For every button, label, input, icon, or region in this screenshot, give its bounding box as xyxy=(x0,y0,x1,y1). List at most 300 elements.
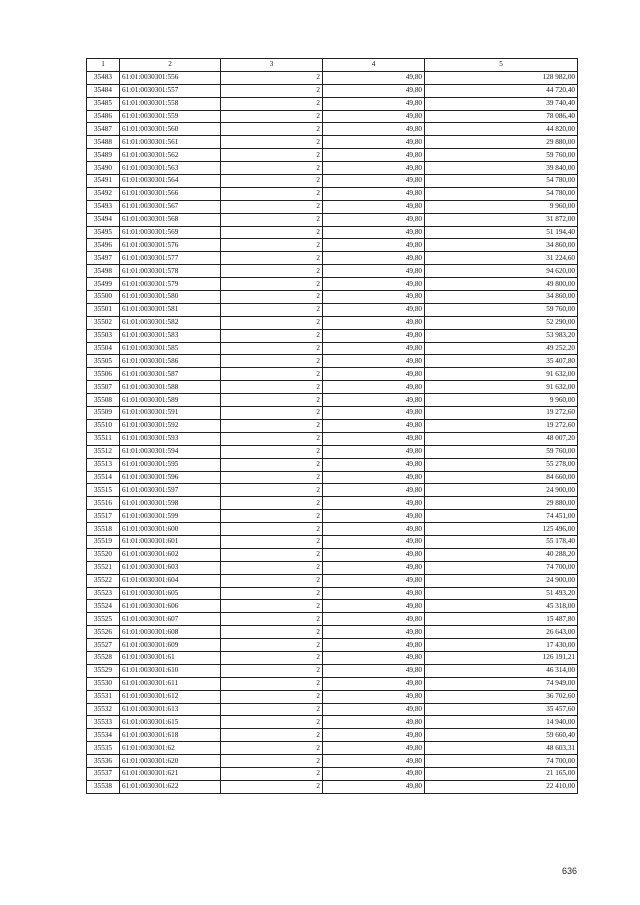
table-row xyxy=(87,303,578,316)
category-cell: 2 xyxy=(221,123,323,136)
rate-cell: 49,80 xyxy=(323,561,425,574)
value-cell: 14 940,00 xyxy=(425,716,578,729)
category-cell: 2 xyxy=(221,587,323,600)
row-number-cell: 35529 xyxy=(87,664,120,677)
category-cell: 2 xyxy=(221,639,323,652)
category-cell: 2 xyxy=(221,394,323,407)
value-cell: 31 872,00 xyxy=(425,213,578,226)
row-number-cell: 35521 xyxy=(87,561,120,574)
table-row xyxy=(87,432,578,445)
row-number-cell: 35512 xyxy=(87,445,120,458)
rate-cell: 49,80 xyxy=(323,664,425,677)
category-cell: 2 xyxy=(221,767,323,780)
row-number-cell: 35523 xyxy=(87,587,120,600)
row-number-cell: 35530 xyxy=(87,677,120,690)
category-cell: 2 xyxy=(221,291,323,304)
value-cell: 29 880,00 xyxy=(425,136,578,149)
cadastral-number-cell: 61:01:0030301:618 xyxy=(120,729,221,742)
table-row xyxy=(87,291,578,304)
row-number-cell: 35489 xyxy=(87,149,120,162)
category-cell: 2 xyxy=(221,510,323,523)
rate-cell: 49,80 xyxy=(323,548,425,561)
value-cell: 24 900,00 xyxy=(425,484,578,497)
table-row xyxy=(87,626,578,639)
cadastral-number-cell: 61:01:0030301:578 xyxy=(120,265,221,278)
rate-cell: 49,80 xyxy=(323,445,425,458)
table-row xyxy=(87,523,578,536)
cadastral-number-cell: 61:01:0030301:615 xyxy=(120,716,221,729)
rate-cell: 49,80 xyxy=(323,381,425,394)
rate-cell: 49,80 xyxy=(323,780,425,793)
column-header-1: 1 xyxy=(87,59,120,72)
value-cell: 36 702,60 xyxy=(425,690,578,703)
row-number-cell: 35484 xyxy=(87,84,120,97)
rate-cell: 49,80 xyxy=(323,252,425,265)
category-cell: 2 xyxy=(221,548,323,561)
table-row xyxy=(87,149,578,162)
value-cell: 74 700,00 xyxy=(425,755,578,768)
cadastral-number-cell: 61:01:0030301:609 xyxy=(120,639,221,652)
table-row xyxy=(87,419,578,432)
category-cell: 2 xyxy=(221,703,323,716)
table-row xyxy=(87,716,578,729)
cadastral-number-cell: 61:01:0030301:608 xyxy=(120,626,221,639)
cadastral-number-cell: 61:01:0030301:564 xyxy=(120,175,221,188)
rate-cell: 49,80 xyxy=(323,71,425,84)
category-cell: 2 xyxy=(221,419,323,432)
row-number-cell: 35534 xyxy=(87,729,120,742)
category-cell: 2 xyxy=(221,303,323,316)
row-number-cell: 35508 xyxy=(87,394,120,407)
rate-cell: 49,80 xyxy=(323,613,425,626)
page-number: 636 xyxy=(562,866,578,876)
category-cell: 2 xyxy=(221,84,323,97)
table-row xyxy=(87,548,578,561)
category-cell: 2 xyxy=(221,213,323,226)
value-cell: 54 780,00 xyxy=(425,175,578,188)
rate-cell: 49,80 xyxy=(323,187,425,200)
cadastral-number-cell: 61:01:0030301:583 xyxy=(120,329,221,342)
cadastral-number-cell: 61:01:0030301:601 xyxy=(120,535,221,548)
table-row xyxy=(87,355,578,368)
table-row xyxy=(87,394,578,407)
row-number-cell: 35488 xyxy=(87,136,120,149)
value-cell: 19 272,60 xyxy=(425,407,578,420)
table-row xyxy=(87,342,578,355)
table-header-row xyxy=(87,59,578,72)
row-number-cell: 35531 xyxy=(87,690,120,703)
rate-cell: 49,80 xyxy=(323,329,425,342)
value-cell: 59 760,00 xyxy=(425,149,578,162)
category-cell: 2 xyxy=(221,561,323,574)
cadastral-number-cell: 61:01:0030301:594 xyxy=(120,445,221,458)
rate-cell: 49,80 xyxy=(323,265,425,278)
cadastral-number-cell: 61:01:0030301:620 xyxy=(120,755,221,768)
row-number-cell: 35516 xyxy=(87,497,120,510)
row-number-cell: 35507 xyxy=(87,381,120,394)
row-number-cell: 35505 xyxy=(87,355,120,368)
value-cell: 54 780,00 xyxy=(425,187,578,200)
table-row xyxy=(87,445,578,458)
category-cell: 2 xyxy=(221,149,323,162)
category-cell: 2 xyxy=(221,484,323,497)
rate-cell: 49,80 xyxy=(323,200,425,213)
value-cell: 35 407,80 xyxy=(425,355,578,368)
rate-cell: 49,80 xyxy=(323,239,425,252)
table-row xyxy=(87,587,578,600)
cadastral-number-cell: 61:01:0030301:621 xyxy=(120,767,221,780)
table-row xyxy=(87,471,578,484)
value-cell: 59 760,00 xyxy=(425,303,578,316)
row-number-cell: 35486 xyxy=(87,110,120,123)
rate-cell: 49,80 xyxy=(323,716,425,729)
rate-cell: 49,80 xyxy=(323,742,425,755)
category-cell: 2 xyxy=(221,458,323,471)
category-cell: 2 xyxy=(221,136,323,149)
cadastral-number-cell: 61:01:0030301:560 xyxy=(120,123,221,136)
rate-cell: 49,80 xyxy=(323,755,425,768)
category-cell: 2 xyxy=(221,252,323,265)
value-cell: 55 278,00 xyxy=(425,458,578,471)
rate-cell: 49,80 xyxy=(323,84,425,97)
category-cell: 2 xyxy=(221,316,323,329)
rate-cell: 49,80 xyxy=(323,419,425,432)
rate-cell: 49,80 xyxy=(323,677,425,690)
value-cell: 74 451,00 xyxy=(425,510,578,523)
cadastral-number-cell: 61:01:0030301:580 xyxy=(120,291,221,304)
category-cell: 2 xyxy=(221,716,323,729)
row-number-cell: 35538 xyxy=(87,780,120,793)
cadastral-number-cell: 61:01:0030301:610 xyxy=(120,664,221,677)
table-row xyxy=(87,316,578,329)
column-header-2: 2 xyxy=(120,59,221,72)
row-number-cell: 35501 xyxy=(87,303,120,316)
value-cell: 91 632,00 xyxy=(425,368,578,381)
value-cell: 55 178,40 xyxy=(425,535,578,548)
value-cell: 45 318,00 xyxy=(425,600,578,613)
table-row xyxy=(87,703,578,716)
cadastral-number-cell: 61:01:0030301:606 xyxy=(120,600,221,613)
category-cell: 2 xyxy=(221,265,323,278)
row-number-cell: 35494 xyxy=(87,213,120,226)
row-number-cell: 35524 xyxy=(87,600,120,613)
table-row xyxy=(87,200,578,213)
column-header-5: 5 xyxy=(425,59,578,72)
row-number-cell: 35500 xyxy=(87,291,120,304)
category-cell: 2 xyxy=(221,110,323,123)
value-cell: 49 800,00 xyxy=(425,278,578,291)
rate-cell: 49,80 xyxy=(323,342,425,355)
category-cell: 2 xyxy=(221,175,323,188)
table-row xyxy=(87,677,578,690)
cadastral-number-cell: 61:01:0030301:600 xyxy=(120,523,221,536)
value-cell: 46 314,00 xyxy=(425,664,578,677)
cadastral-number-cell: 61:01:0030301:603 xyxy=(120,561,221,574)
column-header-3: 3 xyxy=(221,59,323,72)
category-cell: 2 xyxy=(221,729,323,742)
value-cell: 44 820,00 xyxy=(425,123,578,136)
cadastral-number-cell: 61:01:0030301:562 xyxy=(120,149,221,162)
category-cell: 2 xyxy=(221,407,323,420)
cadastral-number-cell: 61:01:0030301:569 xyxy=(120,226,221,239)
row-number-cell: 35514 xyxy=(87,471,120,484)
value-cell: 53 983,20 xyxy=(425,329,578,342)
category-cell: 2 xyxy=(221,471,323,484)
rate-cell: 49,80 xyxy=(323,767,425,780)
rate-cell: 49,80 xyxy=(323,458,425,471)
cadastral-number-cell: 61:01:0030301:579 xyxy=(120,278,221,291)
cadastral-number-cell: 61:01:0030301:613 xyxy=(120,703,221,716)
value-cell: 29 880,00 xyxy=(425,497,578,510)
row-number-cell: 35518 xyxy=(87,523,120,536)
cadastral-number-cell: 61:01:0030301:566 xyxy=(120,187,221,200)
row-number-cell: 35536 xyxy=(87,755,120,768)
category-cell: 2 xyxy=(221,742,323,755)
rate-cell: 49,80 xyxy=(323,110,425,123)
category-cell: 2 xyxy=(221,432,323,445)
row-number-cell: 35499 xyxy=(87,278,120,291)
category-cell: 2 xyxy=(221,226,323,239)
table-row xyxy=(87,742,578,755)
cadastral-number-cell: 61:01:0030301:597 xyxy=(120,484,221,497)
cadastral-number-cell: 61:01:0030301:607 xyxy=(120,613,221,626)
cadastral-number-cell: 61:01:0030301:557 xyxy=(120,84,221,97)
cadastral-number-cell: 61:01:0030301:595 xyxy=(120,458,221,471)
value-cell: 22 410,00 xyxy=(425,780,578,793)
row-number-cell: 35513 xyxy=(87,458,120,471)
value-cell: 51 194,40 xyxy=(425,226,578,239)
cadastral-number-cell: 61:01:0030301:576 xyxy=(120,239,221,252)
rate-cell: 49,80 xyxy=(323,149,425,162)
value-cell: 59 760,00 xyxy=(425,445,578,458)
value-cell: 74 949,00 xyxy=(425,677,578,690)
table-row xyxy=(87,561,578,574)
value-cell: 128 982,00 xyxy=(425,71,578,84)
row-number-cell: 35511 xyxy=(87,432,120,445)
cadastral-number-cell: 61:01:0030301:604 xyxy=(120,574,221,587)
value-cell: 15 487,80 xyxy=(425,613,578,626)
value-cell: 9 960,00 xyxy=(425,200,578,213)
row-number-cell: 35509 xyxy=(87,407,120,420)
category-cell: 2 xyxy=(221,162,323,175)
rate-cell: 49,80 xyxy=(323,291,425,304)
value-cell: 84 660,00 xyxy=(425,471,578,484)
category-cell: 2 xyxy=(221,239,323,252)
table-row xyxy=(87,651,578,664)
category-cell: 2 xyxy=(221,690,323,703)
rate-cell: 49,80 xyxy=(323,97,425,110)
cadastral-number-cell: 61:01:0030301:585 xyxy=(120,342,221,355)
value-cell: 59 660,40 xyxy=(425,729,578,742)
rate-cell: 49,80 xyxy=(323,484,425,497)
row-number-cell: 35528 xyxy=(87,651,120,664)
cadastral-number-cell: 61:01:0030301:593 xyxy=(120,432,221,445)
cadastral-number-cell: 61:01:0030301:561 xyxy=(120,136,221,149)
category-cell: 2 xyxy=(221,329,323,342)
rate-cell: 49,80 xyxy=(323,587,425,600)
table-row xyxy=(87,252,578,265)
table-row xyxy=(87,613,578,626)
table-row xyxy=(87,780,578,793)
rate-cell: 49,80 xyxy=(323,651,425,664)
category-cell: 2 xyxy=(221,355,323,368)
value-cell: 31 224,60 xyxy=(425,252,578,265)
category-cell: 2 xyxy=(221,651,323,664)
table-row xyxy=(87,187,578,200)
rate-cell: 49,80 xyxy=(323,729,425,742)
table-row xyxy=(87,755,578,768)
row-number-cell: 35517 xyxy=(87,510,120,523)
table-row xyxy=(87,226,578,239)
category-cell: 2 xyxy=(221,97,323,110)
category-cell: 2 xyxy=(221,626,323,639)
rate-cell: 49,80 xyxy=(323,626,425,639)
rate-cell: 49,80 xyxy=(323,213,425,226)
category-cell: 2 xyxy=(221,445,323,458)
table-row xyxy=(87,767,578,780)
category-cell: 2 xyxy=(221,381,323,394)
rate-cell: 49,80 xyxy=(323,471,425,484)
value-cell: 49 252,20 xyxy=(425,342,578,355)
table-row xyxy=(87,639,578,652)
rate-cell: 49,80 xyxy=(323,497,425,510)
category-cell: 2 xyxy=(221,755,323,768)
category-cell: 2 xyxy=(221,677,323,690)
category-cell: 2 xyxy=(221,664,323,677)
value-cell: 48 007,20 xyxy=(425,432,578,445)
category-cell: 2 xyxy=(221,613,323,626)
value-cell: 51 493,20 xyxy=(425,587,578,600)
row-number-cell: 35487 xyxy=(87,123,120,136)
row-number-cell: 35522 xyxy=(87,574,120,587)
cadastral-number-cell: 61:01:0030301:589 xyxy=(120,394,221,407)
table-row xyxy=(87,574,578,587)
cadastral-number-cell: 61:01:0030301:581 xyxy=(120,303,221,316)
cadastral-number-cell: 61:01:0030301:598 xyxy=(120,497,221,510)
cadastral-number-cell: 61:01:0030301:588 xyxy=(120,381,221,394)
rate-cell: 49,80 xyxy=(323,355,425,368)
value-cell: 39 740,40 xyxy=(425,97,578,110)
category-cell: 2 xyxy=(221,71,323,84)
category-cell: 2 xyxy=(221,368,323,381)
cadastral-number-cell: 61:01:0030301:582 xyxy=(120,316,221,329)
cadastral-number-cell: 61:01:0030301:556 xyxy=(120,71,221,84)
value-cell: 34 860,00 xyxy=(425,239,578,252)
row-number-cell: 35519 xyxy=(87,535,120,548)
value-cell: 91 632,00 xyxy=(425,381,578,394)
cadastral-number-cell: 61:01:0030301:611 xyxy=(120,677,221,690)
table-row xyxy=(87,175,578,188)
row-number-cell: 35537 xyxy=(87,767,120,780)
row-number-cell: 35535 xyxy=(87,742,120,755)
category-cell: 2 xyxy=(221,780,323,793)
rate-cell: 49,80 xyxy=(323,136,425,149)
category-cell: 2 xyxy=(221,342,323,355)
table-row xyxy=(87,368,578,381)
table-row xyxy=(87,136,578,149)
table-row xyxy=(87,84,578,97)
cadastral-number-cell: 61:01:0030301:558 xyxy=(120,97,221,110)
category-cell: 2 xyxy=(221,535,323,548)
category-cell: 2 xyxy=(221,600,323,613)
value-cell: 52 290,00 xyxy=(425,316,578,329)
table-row xyxy=(87,664,578,677)
row-number-cell: 35493 xyxy=(87,200,120,213)
table-row xyxy=(87,239,578,252)
value-cell: 126 191,21 xyxy=(425,651,578,664)
rate-cell: 49,80 xyxy=(323,407,425,420)
value-cell: 26 643,00 xyxy=(425,626,578,639)
cadastral-number-cell: 61:01:0030301:605 xyxy=(120,587,221,600)
rate-cell: 49,80 xyxy=(323,368,425,381)
cadastral-number-cell: 61:01:0030301:612 xyxy=(120,690,221,703)
rate-cell: 49,80 xyxy=(323,175,425,188)
table-row xyxy=(87,484,578,497)
table-row xyxy=(87,329,578,342)
table-row xyxy=(87,123,578,136)
value-cell: 125 496,00 xyxy=(425,523,578,536)
rate-cell: 49,80 xyxy=(323,523,425,536)
table-row xyxy=(87,97,578,110)
cadastral-number-cell: 61:01:0030301:568 xyxy=(120,213,221,226)
table-row xyxy=(87,510,578,523)
rate-cell: 49,80 xyxy=(323,535,425,548)
value-cell: 9 960,00 xyxy=(425,394,578,407)
cadastral-number-cell: 61:01:0030301:61 xyxy=(120,651,221,664)
table-body xyxy=(87,71,578,793)
table-row xyxy=(87,110,578,123)
value-cell: 44 720,40 xyxy=(425,84,578,97)
value-cell: 21 165,00 xyxy=(425,767,578,780)
table-row xyxy=(87,729,578,742)
cadastral-number-cell: 61:01:0030301:599 xyxy=(120,510,221,523)
cadastral-number-cell: 61:01:0030301:622 xyxy=(120,780,221,793)
value-cell: 24 900,00 xyxy=(425,574,578,587)
rate-cell: 49,80 xyxy=(323,690,425,703)
cadastral-number-cell: 61:01:0030301:592 xyxy=(120,419,221,432)
row-number-cell: 35504 xyxy=(87,342,120,355)
category-cell: 2 xyxy=(221,523,323,536)
table-row xyxy=(87,497,578,510)
cadastral-number-cell: 61:01:0030301:567 xyxy=(120,200,221,213)
table-row xyxy=(87,162,578,175)
cadastral-number-cell: 61:01:0030301:587 xyxy=(120,368,221,381)
table-row xyxy=(87,407,578,420)
rate-cell: 49,80 xyxy=(323,639,425,652)
category-cell: 2 xyxy=(221,497,323,510)
category-cell: 2 xyxy=(221,574,323,587)
row-number-cell: 35485 xyxy=(87,97,120,110)
value-cell: 94 620,00 xyxy=(425,265,578,278)
rate-cell: 49,80 xyxy=(323,574,425,587)
rate-cell: 49,80 xyxy=(323,510,425,523)
row-number-cell: 35532 xyxy=(87,703,120,716)
value-cell: 35 457,60 xyxy=(425,703,578,716)
row-number-cell: 35526 xyxy=(87,626,120,639)
row-number-cell: 35510 xyxy=(87,419,120,432)
value-cell: 74 700,00 xyxy=(425,561,578,574)
rate-cell: 49,80 xyxy=(323,162,425,175)
cadastral-number-cell: 61:01:0030301:602 xyxy=(120,548,221,561)
cadastral-number-cell: 61:01:0030301:563 xyxy=(120,162,221,175)
row-number-cell: 35502 xyxy=(87,316,120,329)
rate-cell: 49,80 xyxy=(323,316,425,329)
row-number-cell: 35503 xyxy=(87,329,120,342)
value-cell: 48 603,31 xyxy=(425,742,578,755)
row-number-cell: 35506 xyxy=(87,368,120,381)
value-cell: 39 840,00 xyxy=(425,162,578,175)
value-cell: 19 272,60 xyxy=(425,419,578,432)
